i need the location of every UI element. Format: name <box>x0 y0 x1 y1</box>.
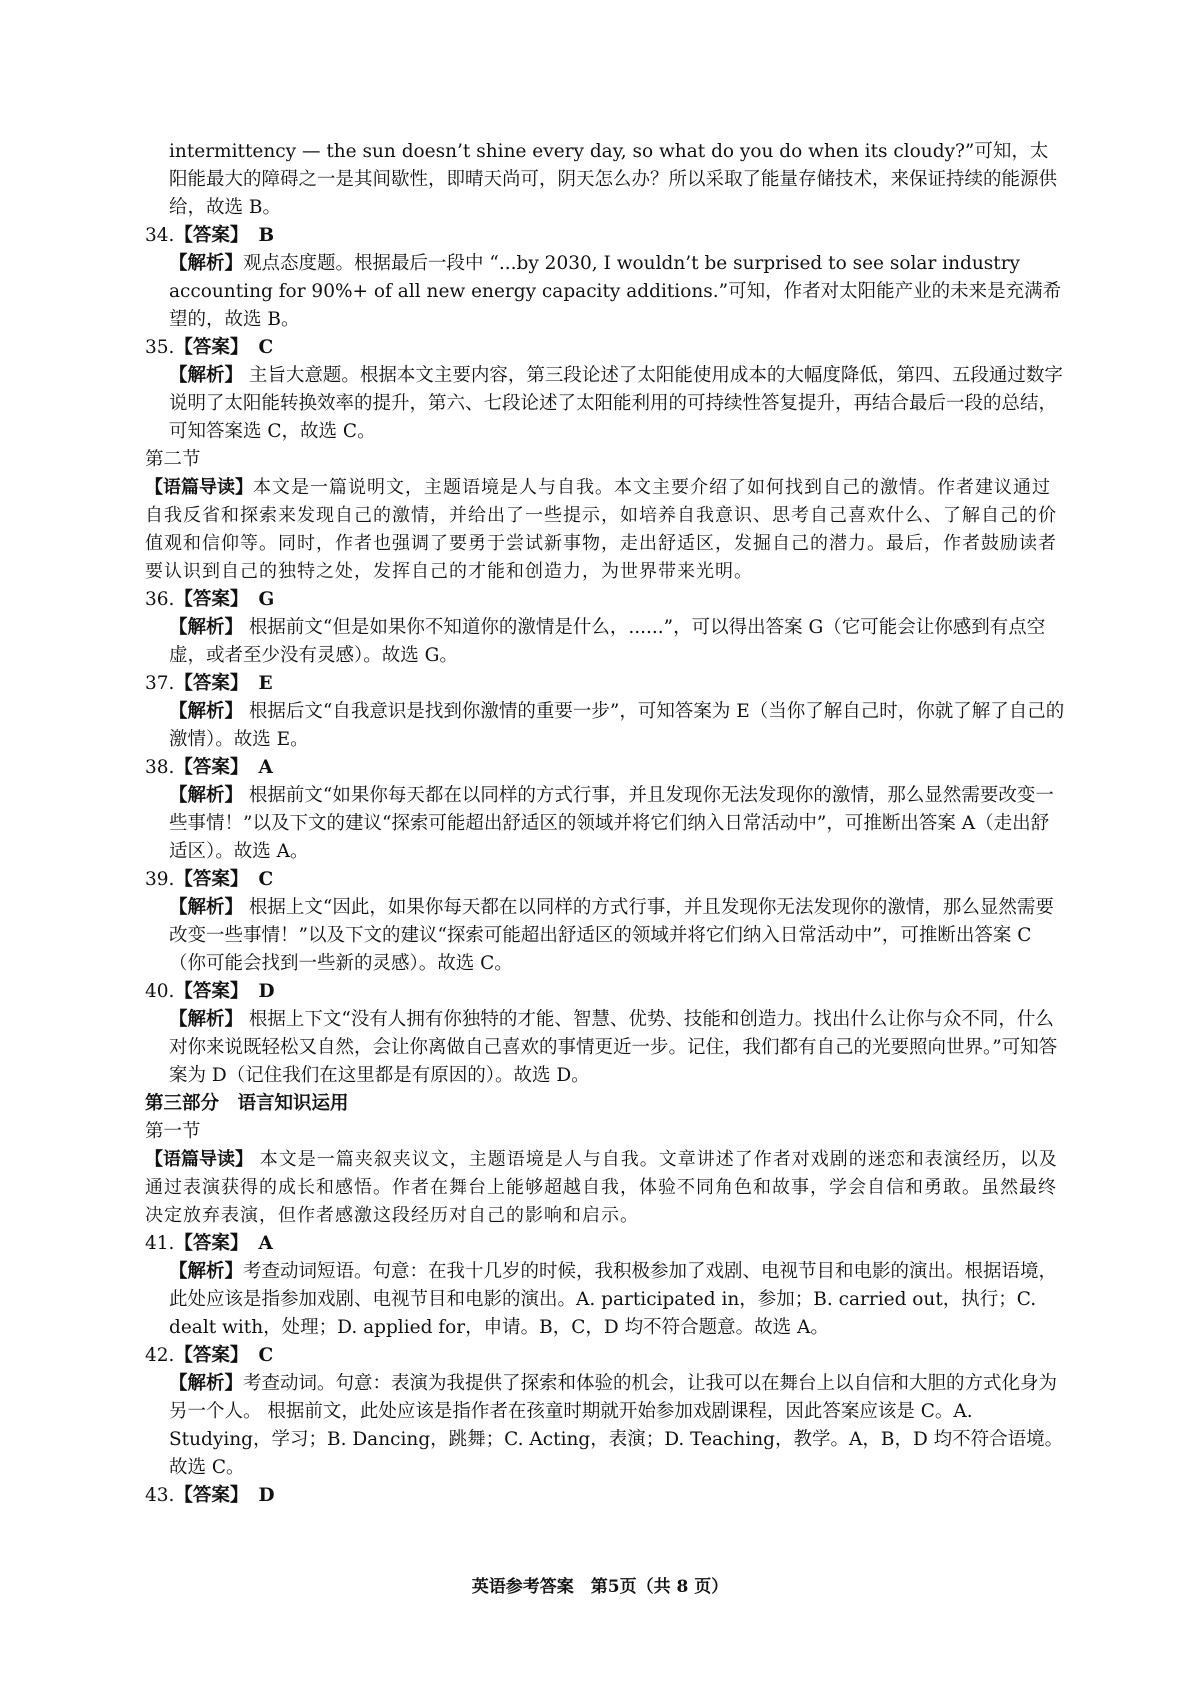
answer-letter: G <box>258 589 275 610</box>
analysis-35 <box>145 362 1065 446</box>
analysis-label: 【解析】 <box>169 897 244 918</box>
answer-letter: C <box>258 1345 274 1366</box>
answer-letter: C <box>258 869 274 890</box>
answer-line-42 <box>145 1342 1065 1370</box>
answer-letter: D <box>258 1485 275 1506</box>
analysis-label: 【解析】 <box>169 253 244 274</box>
analysis-text: 考查动词短语。句意：在我十几岁的时候，我积极参加了戏剧、电视节目和电影的演出。根据语境，此处应该是指参加戏剧、电视节目和电影的演出。A. participated in，参加；B. carried out，执行；C. dealt with，处理；D. applied for，申请。B，C，D 均不符合题意。故选 A。 <box>169 1261 1058 1338</box>
question-number: 38. <box>145 757 175 778</box>
analysis-38 <box>145 782 1065 866</box>
question-number: 42. <box>145 1345 175 1366</box>
analysis-41 <box>145 1258 1065 1342</box>
guide-label: 【语篇导读】 <box>145 477 253 498</box>
analysis-40 <box>145 1006 1065 1090</box>
question-number: 41. <box>145 1233 175 1254</box>
answer-label: 【答案】 <box>174 1233 249 1254</box>
answer-letter: A <box>258 1233 273 1254</box>
analysis-42 <box>145 1370 1065 1482</box>
answer-letter: E <box>258 673 273 694</box>
analysis-label: 【解析】 <box>169 701 244 722</box>
answer-line-43 <box>145 1482 1065 1510</box>
answer-label: 【答案】 <box>174 757 249 778</box>
analysis-text: 根据上文“因此，如果你每天都在以同样的方式行事，并且发现你无法发现你的激情，那么显然需要改变一些事情！”以及下文的建议“探索可能超出舒适区的领域并将它们纳入日常活动中”，可推断出答案 C（你可能会找到一些新的灵感）。故选 C。 <box>169 897 1054 974</box>
analysis-text: 主旨大意题。根据本文主要内容，第三段论述了太阳能使用成本的大幅度降低，第四、五段通过数字说明了太阳能转换效率的提升，第六、七段论述了太阳能利用的可持续性答复提升，再结合最后一段的总结，可知答案选 C，故选 C。 <box>169 365 1063 442</box>
answer-label: 【答案】 <box>174 869 249 890</box>
guide-text: 本文是一篇说明文，主题语境是人与自我。本文主要介绍了如何找到自己的激情。作者建议通过自我反省和探索来发现自己的激情，并给出了一些提示，如培养自我意识、思考自己喜欢什么、了解自己的价值观和信仰等。同时，作者也强调了要勇于尝试新事物，走出舒适区，发掘自己的潜力。最后，作者鼓励读者要认识到自己的独特之处，发挥自己的才能和创造力，为世界带来光明。 <box>145 477 1057 582</box>
answer-line-34 <box>145 222 1065 250</box>
analysis-label: 【解析】 <box>169 365 244 386</box>
question-number: 34. <box>145 225 175 246</box>
answer-letter: B <box>258 225 275 246</box>
analysis-text: 考查动词。句意：表演为我提供了探索和体验的机会，让我可以在舞台上以自信和大胆的方式化身为另一个人。 根据前文，此处应该是指作者在孩童时期就开始参加戏剧课程，因此答案应该是 C。A. Studying，学习；B. Dancing，跳舞；C. Acting，表演；D. Teaching，教学。A，B，D 均不符合语境。故选 C。 <box>169 1373 1064 1478</box>
answer-line-37 <box>145 670 1065 698</box>
analysis-37 <box>145 698 1065 754</box>
answer-line-35 <box>145 334 1065 362</box>
answer-line-36 <box>145 586 1065 614</box>
answer-letter: A <box>258 757 273 778</box>
passage-guide <box>145 474 1065 586</box>
part-title: 第三部分 语言知识运用 <box>145 1093 349 1114</box>
analysis-label: 【解析】 <box>169 1261 244 1282</box>
question-number: 37. <box>145 673 175 694</box>
answer-label: 【答案】 <box>174 225 249 246</box>
answer-label: 【答案】 <box>174 981 249 1002</box>
passage-guide <box>145 1146 1065 1230</box>
question-number: 40. <box>145 981 175 1002</box>
guide-text: 本文是一篇夹叙夹议文，主题语境是人与自我。文章讲述了作者对戏剧的迷恋和表演经历，以及通过表演获得的成长和感悟。作者在舞台上能够超越自我，体验不同角色和故事，学会自信和勇敢。虽然最终决定放弃表演，但作者感激这段经历对自己的影响和启示。 <box>145 1149 1058 1226</box>
answer-label: 【答案】 <box>174 337 249 358</box>
answer-document <box>145 138 1065 1510</box>
answer-line-38 <box>145 754 1065 782</box>
analysis-34 <box>145 250 1065 334</box>
question-number: 39. <box>145 869 175 890</box>
analysis-36 <box>145 614 1065 670</box>
answer-letter: D <box>258 981 275 1002</box>
analysis-text: 根据上下文“没有人拥有你独特的才能、智慧、优势、技能和创造力。找出什么让你与众不同，什么对你来说既轻松又自然，会让你离做自己喜欢的事情更近一步。记住，我们都有自己的光要照向世界。”可知答案为 D（记住我们在这里都是有原因的）。故选 D。 <box>169 1009 1058 1086</box>
analysis-label: 【解析】 <box>169 1373 244 1394</box>
section-title: 第一节 <box>145 1121 201 1142</box>
question-number: 35. <box>145 337 175 358</box>
analysis-text: 观点态度题。根据最后一段中 “...by 2030, I wouldn’t be surprised to see solar industry accounting for 90%+ of all new energy capacity additions.”可知，作者对太阳能产业的未来是充满希望的，故选 B。 <box>169 253 1062 330</box>
answer-label: 【答案】 <box>174 673 249 694</box>
question-number: 43. <box>145 1485 175 1506</box>
answer-line-40 <box>145 978 1065 1006</box>
paragraph-continuation: intermittency — the sun doesn’t shine every day, so what do you do when its cloudy?”可知，太阳能最大的障碍之一是其间歇性，即晴天尚可，阴天怎么办？所以采取了能量存储技术，来保证持续的能源供给，故选 B。 <box>169 141 1058 218</box>
analysis-39 <box>145 894 1065 978</box>
analysis-label: 【解析】 <box>169 617 244 638</box>
answer-label: 【答案】 <box>174 1345 249 1366</box>
analysis-text: 根据前文“但是如果你不知道你的激情是什么，......”，可以得出答案 G（它可能会让你感到有点空虚，或者至少没有灵感）。故选 G。 <box>169 617 1046 666</box>
analysis-text: 根据前文“如果你每天都在以同样的方式行事，并且发现你无法发现你的激情，那么显然需要改变一些事情！”以及下文的建议“探索可能超出舒适区的领域并将它们纳入日常活动中”，可推断出答案 A（走出舒适区）。故选 A。 <box>169 785 1054 862</box>
analysis-label: 【解析】 <box>169 785 244 806</box>
guide-label: 【语篇导读】 <box>145 1149 253 1170</box>
answer-line-41 <box>145 1230 1065 1258</box>
page-footer: 英语参考答案 第5页（共 8 页） <box>471 1577 729 1597</box>
question-number: 36. <box>145 589 175 610</box>
analysis-label: 【解析】 <box>169 1009 244 1030</box>
answer-label: 【答案】 <box>174 1485 249 1506</box>
answer-letter: C <box>258 337 274 358</box>
answer-label: 【答案】 <box>174 589 249 610</box>
analysis-text: 根据后文“自我意识是找到你激情的重要一步”，可知答案为 E（当你了解自己时，你就了解了自己的激情）。故选 E。 <box>169 701 1065 750</box>
answer-line-39 <box>145 866 1065 894</box>
section-title: 第二节 <box>145 449 201 470</box>
